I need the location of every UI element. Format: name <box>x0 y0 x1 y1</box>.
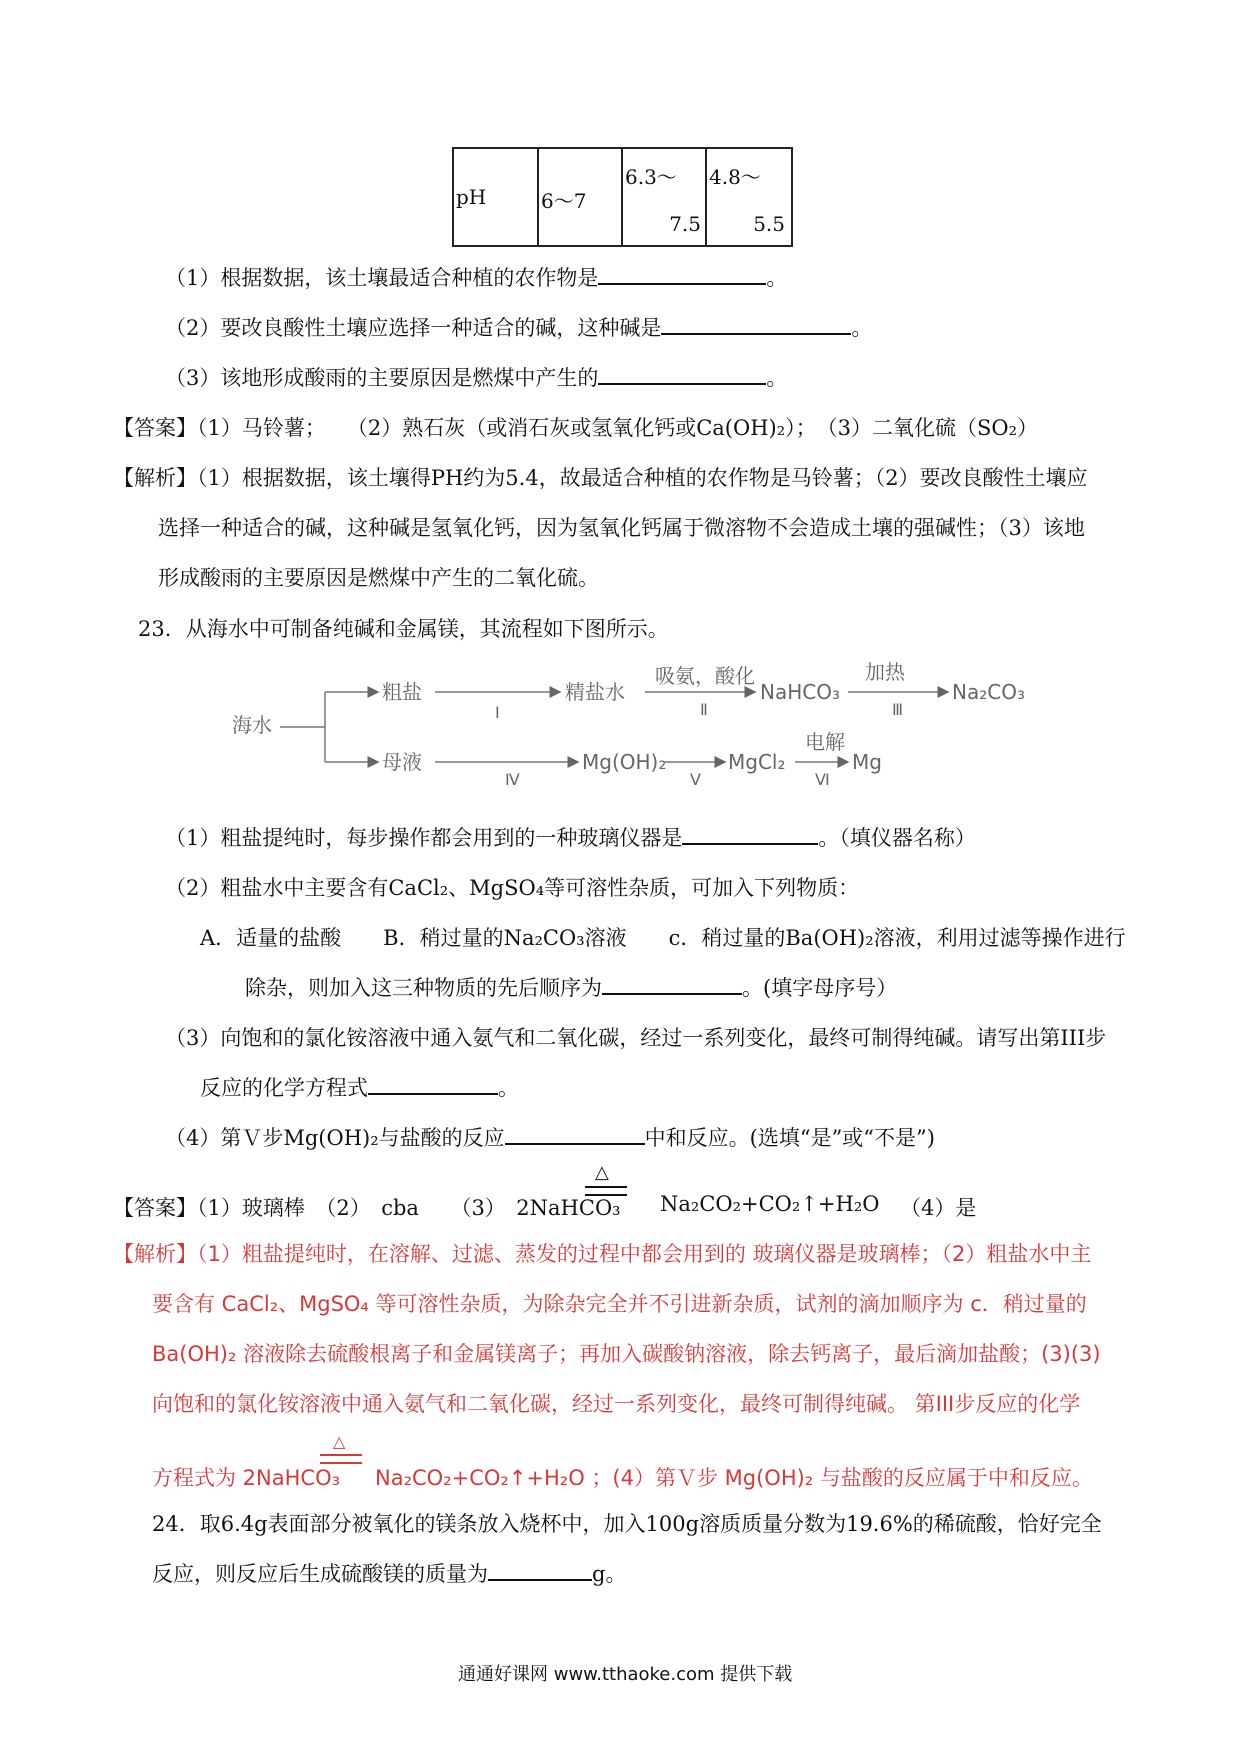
q23-analysis-line2: 要含有 CaCl₂、MgSO₄ 等可溶性杂质，为除杂完全并不引进新杂质，试剂的滴加顺序为 c．稍过量的 <box>152 1292 1087 1316</box>
flow-diagram <box>220 655 1060 790</box>
q23-part2-cont <box>245 972 897 1002</box>
answer-blank[interactable] <box>602 973 742 995</box>
q22-part2 <box>165 312 872 342</box>
table-cell-value-top: 6.3～ <box>625 165 677 189</box>
flow-node-seawater: 海水 <box>232 713 272 737</box>
answer-blank[interactable] <box>488 1559 592 1581</box>
q22-analysis-line3: 形成酸雨的主要原因是燃煤中产生的二氧化硫。 <box>158 566 599 590</box>
table-cell-value: 6～7 <box>541 189 587 213</box>
q23-part1-text: （1）粗盐提纯时，每步操作都会用到的一种玻璃仪器是 <box>165 826 683 850</box>
analysis-tag: 【解析】 <box>113 1242 197 1266</box>
flow-step-2-condition: 吸氨，酸化 <box>655 664 755 688</box>
table-cell <box>538 148 622 246</box>
answer-blank[interactable] <box>598 363 766 385</box>
ph-table <box>452 147 793 247</box>
answer-blank[interactable] <box>368 1073 498 1095</box>
flow-node-nahco3: NaHCO₃ <box>760 680 840 704</box>
q23-analysis-line5a: 方程式为 2NaHCO₃ <box>152 1466 341 1490</box>
q23-part4-end: 中和反应。(选填“是”或“不是”) <box>644 1126 935 1150</box>
q23-part2-options: A．适量的盐酸 B．稍过量的Na₂CO₃溶液 c．稍过量的Ba(OH)₂溶液，利用过滤等操作进行 <box>200 926 1126 950</box>
flow-step-6-condition: 电解 <box>805 730 845 754</box>
flow-step-2: Ⅱ <box>700 700 708 719</box>
reaction-equals-sign <box>585 1186 627 1196</box>
q23-analysis-line3: Ba(OH)₂ 溶液除去硫酸根离子和金属镁离子；再加入碳酸钠溶液，除去钙离子，最后滴加盐酸；(3)(3) <box>152 1342 1101 1366</box>
answer-tag: 【答案】 <box>113 1196 197 1220</box>
table-row-label: pH <box>456 185 487 209</box>
table-cell-value-top: 4.8～ <box>709 165 761 189</box>
q23-answer-part4: （4）是 <box>900 1196 977 1220</box>
flow-step-6: Ⅵ <box>815 770 830 789</box>
answer-blank[interactable] <box>661 313 851 335</box>
q23-part2-cont-text: 除杂，则加入这三种物质的先后顺序为 <box>245 976 602 1000</box>
analysis-tag: 【解析】 <box>113 466 197 490</box>
q23-part3-end: 。 <box>498 1076 519 1100</box>
q23-analysis-text: （1）粗盐提纯时，在溶解、过滤、蒸发的过程中都会用到的 玻璃仪器是玻璃棒；（2）粗盐水中主 <box>197 1242 1092 1266</box>
flow-node-crude-salt: 粗盐 <box>382 680 422 704</box>
q22-analysis-text: （1）根据数据，该土壤得PH约为5.4，故最适合种植的农作物是马铃薯；（2）要改良酸性土壤应 <box>197 466 1088 490</box>
q22-analysis-line2: 选择一种适合的碱，这种碱是氢氧化钙，因为氢氧化钙属于微溶物不会造成土壤的强碱性；（3）该地 <box>158 516 1085 540</box>
answer-blank[interactable] <box>505 1123 645 1145</box>
q23-part1 <box>165 822 976 852</box>
flow-step-1: Ⅰ <box>495 703 500 722</box>
flow-step-5: Ⅴ <box>690 770 701 789</box>
q22-part3-end: 。 <box>766 366 788 390</box>
q24-line2-text: 反应，则反应后生成硫酸镁的质量为 <box>152 1562 488 1586</box>
q23-part4-text: （4）第Ｖ步Mg(OH)₂与盐酸的反应 <box>165 1126 505 1150</box>
answer-tag: 【答案】 <box>113 416 197 440</box>
table-cell <box>706 148 792 246</box>
answer-blank[interactable] <box>598 263 766 285</box>
q23-analysis-line5b: Na₂CO₂+CO₂↑+H₂O ；(4）第Ｖ步 Mg(OH)₂ 与盐酸的反应属于中和反应。 <box>375 1466 1093 1490</box>
q22-answer <box>113 412 1038 442</box>
q23-stem: 23．从海水中可制备纯碱和金属镁，其流程如下图所示。 <box>138 617 669 641</box>
q24-line2 <box>152 1558 626 1588</box>
q23-analysis-line4: 向饱和的氯化铵溶液中通入氨气和二氧化碳，经过一系列变化，最终可制得纯碱。 第III步反应的化学 <box>152 1392 1081 1416</box>
table-cell <box>622 148 706 246</box>
q22-part1-text: （1）根据数据，该土壤最适合种植的农作物是 <box>165 266 599 290</box>
q23-analysis-line1 <box>113 1238 1091 1268</box>
q23-part3: （3）向饱和的氯化铵溶液中通入氨气和二氧化碳，经过一系列变化，最终可制得纯碱。请写出第III步 <box>165 1026 1107 1050</box>
flow-step-4: Ⅳ <box>505 770 520 789</box>
analysis-reaction-delta: △ <box>333 1432 346 1451</box>
q22-part1 <box>165 262 787 292</box>
flow-node-refined-brine: 精盐水 <box>565 680 625 704</box>
q23-part4 <box>165 1122 935 1152</box>
table-row-label-cell <box>453 148 538 246</box>
analysis-equals-sign <box>320 1454 362 1464</box>
flow-node-mg: Mg <box>852 750 882 774</box>
flow-node-mgcl2: MgCl₂ <box>728 750 786 774</box>
flow-node-mgoh2: Mg(OH)₂ <box>582 750 667 774</box>
q22-answer-text: （1）马铃薯； （2）熟石灰（或消石灰或氢氧化钙或Ca(OH)₂）； （3）二氧化硫（SO₂） <box>197 416 1039 440</box>
q22-part2-text: （2）要改良酸性土壤应选择一种适合的碱，这种碱是 <box>165 316 662 340</box>
q22-part1-end: 。 <box>766 266 788 290</box>
page-footer: 通通好课网 www.tthaoke.com 提供下载 <box>458 1664 793 1685</box>
q23-answer-products: Na₂CO₂+CO₂↑+H₂O <box>660 1192 880 1216</box>
flow-node-mother-liquor: 母液 <box>382 750 422 774</box>
q24-line2-end: g。 <box>592 1562 627 1586</box>
q22-analysis-line1 <box>113 462 1088 492</box>
q23-part1-end: 。（填仪器名称） <box>818 826 976 850</box>
answer-blank[interactable] <box>682 823 818 845</box>
q22-part3-text: （3）该地形成酸雨的主要原因是燃煤中产生的 <box>165 366 599 390</box>
q23-answer-text-a: （1）玻璃棒 （2） cba （3） 2NaHCO₃ <box>197 1196 621 1220</box>
q22-part3 <box>165 362 787 392</box>
flow-step-3: Ⅲ <box>892 700 904 719</box>
q24-line1: 24．取6.4g表面部分被氧化的镁条放入烧杯中，加入100g溶质质量分数为19.6%的稀硫酸，恰好完全 <box>152 1512 1102 1536</box>
q23-part3-cont-text: 反应的化学方程式 <box>200 1076 368 1100</box>
q23-part2: （2）粗盐水中主要含有CaCl₂、MgSO₄等可溶性杂质，可加入下列物质： <box>165 876 860 900</box>
q23-answer <box>113 1192 621 1222</box>
table-cell-value-bottom: 7.5 <box>669 212 701 236</box>
q23-part2-end: 。(填字母序号） <box>742 976 898 1000</box>
q23-part3-cont <box>200 1072 519 1102</box>
flow-node-na2co3: Na₂CO₃ <box>952 680 1025 704</box>
table-cell-value-bottom: 5.5 <box>753 212 785 236</box>
reaction-condition-delta: △ <box>595 1162 609 1183</box>
flow-step-3-condition: 加热 <box>865 660 905 684</box>
q22-part2-end: 。 <box>851 316 873 340</box>
